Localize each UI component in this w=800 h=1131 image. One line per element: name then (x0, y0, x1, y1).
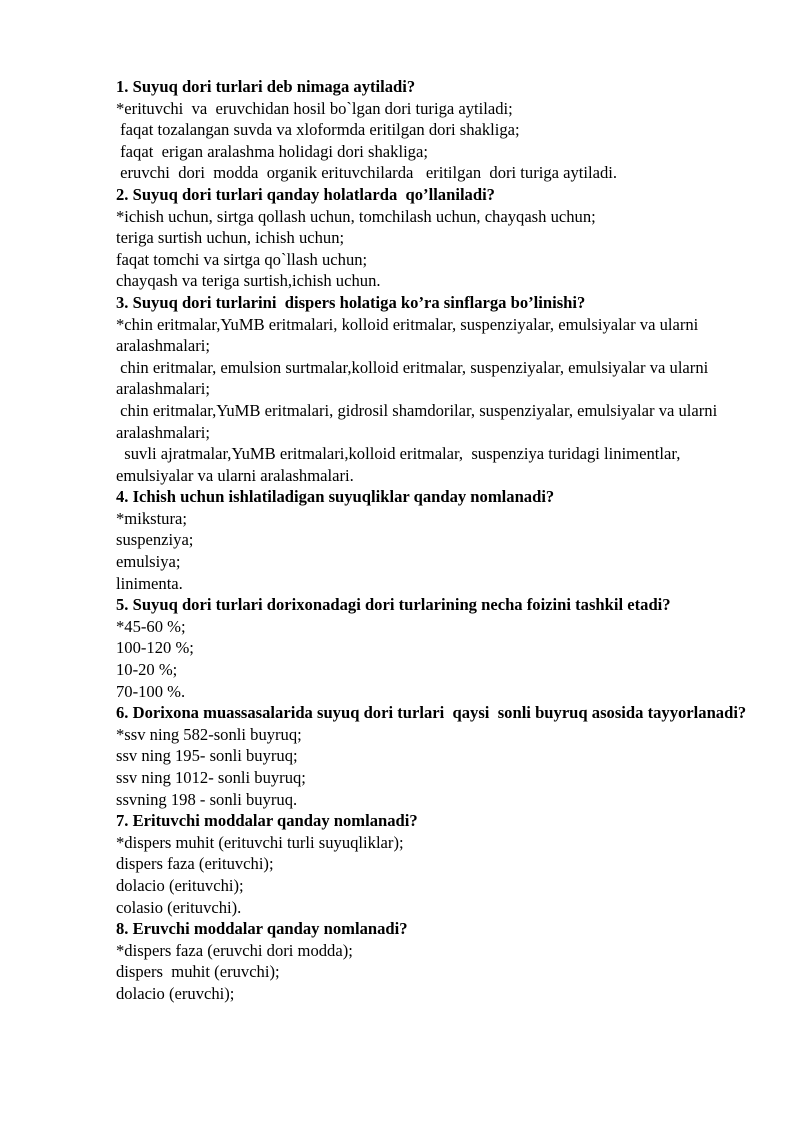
question-block (116, 184, 756, 292)
answer-option: *chin eritmalar,YuMB eritmalari, kolloid eritmalar, suspenziyalar, emulsiyalar va ularni aralashmalari; (116, 314, 703, 356)
answer-option: *dispers muhit (erituvchi turli suyuqliklar); (116, 832, 404, 852)
question-block (116, 810, 756, 918)
question-block (116, 594, 756, 702)
question-text: 8. Eruvchi moddalar qanday nomlanadi? (116, 919, 408, 939)
question-text: 1. Suyuq dori turlari deb nimaga aytiladi? (116, 77, 416, 96)
answer-option: chin eritmalar,YuMB eritmalari, gidrosil shamdorilar, suspenziyalar, emulsiyalar va ularni aralashmalari; (116, 400, 722, 442)
answer-option: *erituvchi va eruvchidan hosil bo`lgan dori turiga aytiladi; (116, 98, 513, 118)
answer-option: chin eritmalar, emulsion surtmalar,kolloid eritmalar, suspenziyalar, emulsiyalar va ularni aralashmalari; (116, 357, 713, 399)
answer-option: *45-60 %; (116, 616, 186, 636)
question-text: 4. Ichish uchun ishlatiladigan suyuqliklar qanday nomlanadi? (116, 487, 555, 507)
answer-option: dolacio (erituvchi); (116, 875, 244, 895)
answer-option: *ichish uchun, sirtga qollash uchun, tomchilash uchun, chayqash uchun; (116, 206, 596, 226)
answer-option: 100-120 %; (116, 638, 194, 658)
question-text: 5. Suyuq dori turlari dorixonadagi dori turlarining necha foizini tashkil etadi? (116, 595, 671, 615)
question-block (116, 702, 756, 810)
answer-option: faqat tomchi va sirtga qo`llash uchun; (116, 249, 368, 269)
answer-option: eruvchi dori modda organik erituvchilarda eritilgan dori turiga aytiladi. (116, 163, 618, 183)
answer-option: *dispers faza (eruvchi dori modda); (116, 940, 353, 960)
question-text: 6. Dorixona muassasalarida suyuq dori turlari qaysi sonli buyruq asosida tayyorlanadi? (116, 703, 747, 723)
answer-option: chayqash va teriga surtish,ichish uchun. (116, 271, 381, 291)
answer-option: faqat tozalangan suvda va xloformda eritilgan dori shakliga; (116, 120, 520, 140)
question-block (116, 76, 756, 184)
answer-option: *mikstura; (116, 508, 187, 528)
document-page (116, 76, 756, 1005)
question-text: 3. Suyuq dori turlarini dispers holatiga ko’ra sinflarga bo’linishi? (116, 292, 586, 312)
answer-option: ssvning 198 - sonli buyruq. (116, 789, 298, 809)
question-block (116, 486, 756, 594)
answer-option: dolacio (eruvchi); (116, 983, 235, 1003)
question-text: 2. Suyuq dori turlari qanday holatlarda qo’llaniladi? (116, 184, 495, 204)
answer-option: suvli ajratmalar,YuMB eritmalari,kolloid eritmalar, suspenziya turidagi linimentlar, emulsiyalar va ularni aralashmalari. (116, 444, 685, 485)
answer-option: *ssv ning 582-sonli buyruq; (116, 724, 302, 744)
question-block (116, 918, 756, 1004)
answer-option: faqat erigan aralashma holidagi dori shakliga; (116, 141, 428, 161)
question-block (116, 292, 756, 486)
answer-option: 70-100 %. (116, 681, 186, 701)
answer-option: ssv ning 1012- sonli buyruq; (116, 768, 306, 787)
answer-option: linimenta. (116, 573, 183, 593)
answer-option: 10-20 %; (116, 660, 178, 680)
answer-option: dispers muhit (eruvchi); (116, 962, 280, 982)
answer-option: colasio (erituvchi). (116, 897, 242, 917)
question-list (116, 76, 756, 1005)
answer-option: teriga surtish uchun, ichish uchun; (116, 228, 345, 248)
answer-option: dispers faza (erituvchi); (116, 854, 274, 874)
answer-option: ssv ning 195- sonli buyruq; (116, 746, 298, 766)
answer-option: suspenziya; (116, 530, 194, 550)
answer-option: emulsiya; (116, 552, 181, 572)
question-text: 7. Erituvchi moddalar qanday nomlanadi? (116, 811, 418, 831)
